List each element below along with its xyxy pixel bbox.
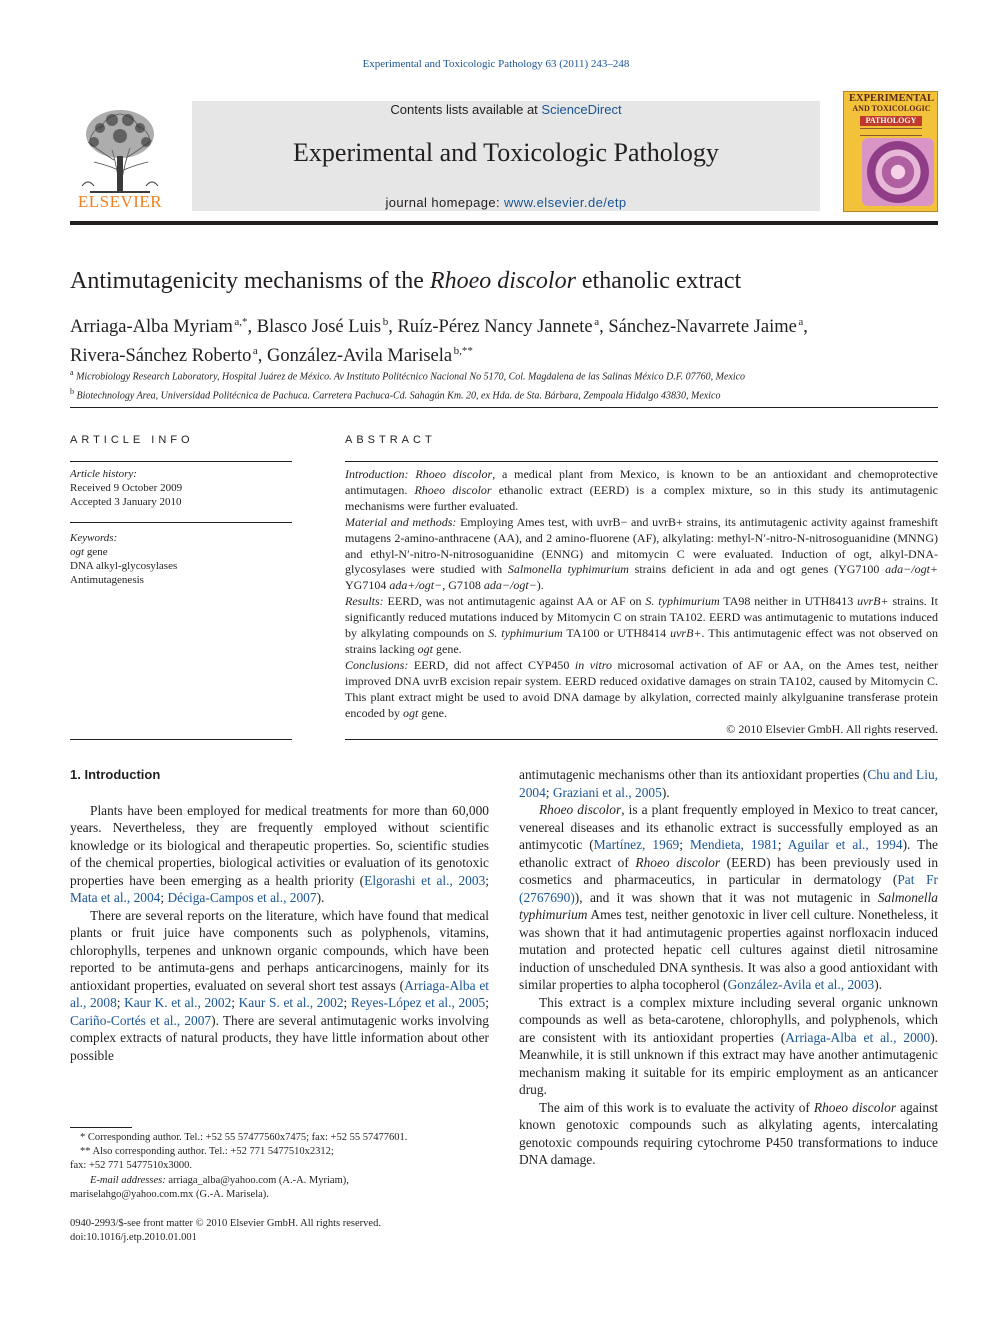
author[interactable]: Rivera-Sánchez Roberto $^a$ — [70, 345, 258, 367]
title-rule — [70, 407, 938, 408]
citation-link[interactable]: Cariño-Cortés et al., 2007 — [70, 1012, 212, 1028]
citation-link[interactable]: Reyes-López et al., 2005 — [350, 995, 486, 1010]
author[interactable]: Ruíz-Pérez Nancy Jannete $^a$ — [397, 316, 600, 338]
footnote: ** Also corresponding author. Tel.: +52 771 5477510x2312; — [80, 1146, 334, 1158]
citation-link[interactable]: Kaur K. et al., 2002 — [124, 995, 232, 1010]
keyword: Antimutagenesis — [70, 574, 144, 586]
abstract-conclusions: Conclusions: EERD, did not affect CYP450 in vitro microsomal activation of AF or AA, on the Ames test, neither improved DNA uvrB excision repair system. EERD reduced oxidative damages on strain TA102, caused by Mitomycin C. This plant extract might be used to avoid DNA damage by alkylation, corrected mainly alkylguanine transferase protein encoded by ogt gene. — [345, 657, 938, 720]
footnote: * Corresponding author. Tel.: +52 55 57477560x7475; fax: +52 55 57477601. — [80, 1132, 408, 1143]
keyword: DNA alkyl-glycosylases — [70, 560, 178, 572]
citation-link[interactable]: Chu and Liu, 2004 — [519, 767, 938, 800]
divider — [70, 461, 292, 462]
cover-rules — [860, 128, 922, 136]
footnote-emails: E-mail addresses: arriaga_alba@yahoo.com (A.-A. Myriam), — [90, 1174, 349, 1186]
keywords-label: Keywords: — [70, 532, 118, 544]
divider — [70, 739, 292, 740]
contents-line — [192, 102, 820, 117]
cover-title-line-1: EXPERIMENTAL — [849, 93, 934, 104]
author[interactable]: Sánchez-Navarrete Jaime $^a$ — [608, 316, 804, 338]
sciencedirect-link[interactable]: ScienceDirect — [541, 102, 622, 117]
journal-name: Experimental and Toxicologic Pathology — [293, 138, 719, 167]
citation-link[interactable]: Pat Fr (2767690) — [519, 872, 938, 905]
paragraph: The aim of this work is to evaluate the activity of Rhoeo discolor against known genotoxic compounds such as alkylating agents, intercalating genotoxic compounds requiring cytochrome P450 transformations to induce DNA damage. — [519, 1099, 939, 1167]
citation-link[interactable]: Mendieta, 1981 — [689, 837, 778, 852]
citation-link[interactable]: Déciga-Campos et al., 2007 — [167, 890, 317, 905]
issn-line: 0940-2993/$-see front matter © 2010 Elsevier GmbH. All rights reserved. — [70, 1218, 381, 1229]
abstract-methods: Material and methods: Employing Ames test, with uvrB− and uvrB+ strains, its antimutagenic activity against frameshift mutagens 2-amino-anthracene (AA), and 2 amino-fluorene (AF), alkylating: methyl-N′-nitro-N-nitrosoguanidine (MNNG) and ethyl-N′-nitro-N-nitrosoguanidine (ENNG) and mitomycin C were evaluated. Induction of ogt, alkyl-DNA-glycosylases were studied with Salmonella typhimurium strains deficient in ada and ogt genes (YG7100 ada−/ogt+ YG7104 ada+/ogt−, G7108 ada−/ogt−). — [345, 514, 939, 593]
affiliation: $^a$ Microbiology Research Laboratory, Hospital Juárez de México. Av Instituto Politécnico Nacional No 5170, Col. Magdalena de las Salinas México D.F. 07760, Mexico — [70, 368, 746, 383]
footnote-emails — [70, 1188, 490, 1202]
citation-link[interactable]: Martínez, 1969 — [593, 837, 680, 852]
publisher-name: ELSEVIER — [77, 192, 163, 211]
citation-link[interactable]: Arriaga-Alba et al., 2008 — [70, 977, 489, 1010]
abstract-introduction: Introduction: Rhoeo discolor, a medical plant from Mexico, is known to be an antioxidant and chemoprotective antimutagen. Rhoeo discolor ethanolic extract (EERD) is a complex mixture, so in this study its antimutagenic mechanisms were further evaluated. — [345, 467, 939, 513]
cover-band: PATHOLOGY — [860, 116, 922, 126]
citation-link[interactable]: Graziani et al., 2005 — [552, 784, 662, 800]
citation-link[interactable]: González-Avila et al., 2003 — [727, 977, 875, 992]
divider — [345, 461, 938, 462]
journal-citation[interactable]: Experimental and Toxicologic Pathology 63 (2011) 243–248 — [362, 58, 630, 70]
abstract-text — [345, 467, 938, 737]
contents-prefix: Contents lists available at — [390, 102, 542, 117]
copyright-notice: © 2010 Elsevier GmbH. All rights reserved. — [726, 721, 938, 736]
citation-link[interactable]: Kaur S. et al., 2002 — [238, 995, 344, 1010]
homepage-prefix: journal homepage: — [385, 195, 504, 210]
elsevier-logo[interactable] — [70, 100, 170, 212]
article-info-heading: ARTICLE INFO — [70, 434, 194, 446]
author[interactable]: González-Avila Marisela $^{b,**}$ — [267, 345, 473, 367]
paragraph: Plants have been employed for medical treatments for more than 60,000 years. Nevertheless, they are frequently employed without scientific knowledge or its biological and therapeutic properties. So, scientific studies of the chemical properties, biological activities or evaluation of its genotoxic properties have been emerging as a health priority (Elgorashi et al., 2003; Mata et al., 2004; Déciga-Campos et al., 2007). — [70, 802, 489, 905]
divider — [70, 522, 292, 523]
history-label: Article history: — [70, 468, 137, 480]
title-species: Rhoeo discolor — [429, 268, 576, 294]
doi-line[interactable]: doi:10.1016/j.etp.2010.01.001 — [70, 1232, 197, 1244]
title-part-2: ethanolic extract — [575, 268, 742, 294]
body-column-right — [519, 766, 938, 1169]
keyword: ogt gene — [70, 546, 108, 558]
email-link[interactable]: mariselahgo@yahoo.com.mx (G.-A. Marisela). — [70, 1188, 269, 1200]
received-date: Received 9 October 2009 — [70, 482, 183, 494]
issn-doi-block — [70, 1217, 490, 1245]
accepted-date: Accepted 3 January 2010 — [70, 496, 182, 508]
abstract-heading: ABSTRACT — [345, 434, 436, 446]
article-history — [70, 467, 292, 509]
footnote: fax: +52 771 5477510x3000. — [70, 1160, 192, 1172]
article-title — [70, 268, 938, 295]
footnotes — [70, 1131, 490, 1202]
email-link[interactable]: arriaga_alba@yahoo.com (A.-A. Myriam), — [165, 1174, 349, 1186]
abstract-results: Results: EERD, was not antimutagenic against AA or AF on S. typhimurium TA98 neither in UTH8413 uvrB+ strains. It significantly reduced mutations induced by Mitomycin C on strain TA102. EERD was antimutagenic to mutations induced by alkylating compounds on S. typhimurium TA100 or UTH8414 uvrB+. This antimutagenic effect was not observed on strains lacking ogt gene. — [345, 594, 938, 656]
body-column-left — [70, 766, 489, 1064]
cover-histology-image — [862, 138, 934, 206]
author[interactable]: Blasco José Luis $^b$ — [256, 316, 389, 338]
keywords — [70, 531, 292, 587]
footnote-rule — [70, 1127, 132, 1128]
journal-cover-thumbnail[interactable] — [843, 91, 938, 212]
cover-title — [844, 94, 938, 114]
citation-link[interactable]: Elgorashi et al., 2003 — [364, 872, 486, 888]
citation-link[interactable]: Arriaga-Alba et al., 2000 — [785, 1029, 931, 1045]
paragraph: There are several reports on the literature, which have found that medical plants or fruit juice have components such as polyphenols, vitamins, chlorophylls, terpenes and unknown organic compounds, which have been reported to be antimuta-gens and perhaps anticarcinogens, mainly for its antioxidant properties, evaluated on several short test assays (Arriaga-Alba et al., 2008; Kaur K. et al., 2002; Kaur S. et al., 2002; Reyes-López et al., 2005; Cariño-Cortés et al., 2007). There are several antimutagenic works involving complex extracts of natural products, they have little information about other possible — [70, 907, 489, 1063]
citation-link[interactable]: Aguilar et al., 1994 — [787, 837, 903, 852]
paragraph: This extract is a complex mixture including several organic unknown compounds as well as beta-carotene, chlorophylls, and polyphenols, which are consistent with its antioxidant properties (Arriaga-Alba et al., 2000). Meanwhile, it is still unknown if this extract may have another antimutagenic mechanism making it suitable for its empiric employment as an anticancer drug. — [519, 994, 938, 1097]
header-rule — [70, 221, 938, 225]
author-list: Arriaga-Alba Myriam $^{a,*}$, Blasco José Luis $^b$, Ruíz-Pérez Nancy Jannete $^a$, Sánchez-Navarrete Jaime $^a$, Rivera-Sánchez Roberto $^a$, González-Avila Marisela $^{b,**}$ — [70, 316, 808, 367]
citation-link[interactable]: Mata et al., 2004 — [70, 890, 161, 905]
section-heading-introduction: 1. Introduction — [70, 767, 161, 782]
homepage-link[interactable]: www.elsevier.de/etp — [504, 195, 627, 210]
affiliations — [70, 365, 940, 404]
divider — [345, 739, 938, 740]
title-part-1: Antimutagenicity mechanisms of the — [70, 268, 430, 294]
paragraph: Rhoeo discolor, is a plant frequently employed in Mexico to treat cancer, venereal diseases and its ethanolic extract is successfully employed as an antimycotic (Martínez, 1969; Mendieta, 1981; Aguilar et al., 1994). The ethanolic extract of Rhoeo discolor (EERD) has been previously used in cosmetics and pharmaceutics, in particular in dermatology (Pat Fr (2767690)), and it was shown that it was not mutagenic in Salmonella typhimurium Ames test, neither genotoxic in liver cell culture. Nonetheless, it was shown that it had antimutagenic properties against norfloxacin induced mutation and protected hepatic cell cultures against dietil nitrosamine induction of unscheduled DNA synthesis. It was also a good antioxidant with similar properties to alpha tocopherol (González-Avila et al., 2003). — [519, 802, 939, 992]
journal-homepage — [192, 195, 820, 210]
cover-title-line-2: AND TOXICOLOGIC — [852, 104, 931, 113]
author[interactable]: Arriaga-Alba Myriam $^{a,*}$ — [70, 316, 248, 338]
paragraph: antimutagenic mechanisms other than its antioxidant properties (Chu and Liu, 2004; Graziani et al., 2005). — [519, 767, 938, 800]
affiliation: $^b$ Biotechnology Area, Universidad Politécnica de Pachuca. Carretera Pachuca-Cd. Sahagún Km. 20, ex Hda. de Sta. Bárbara, Zempoala Hidalgo 43830, Mexico — [70, 387, 721, 402]
